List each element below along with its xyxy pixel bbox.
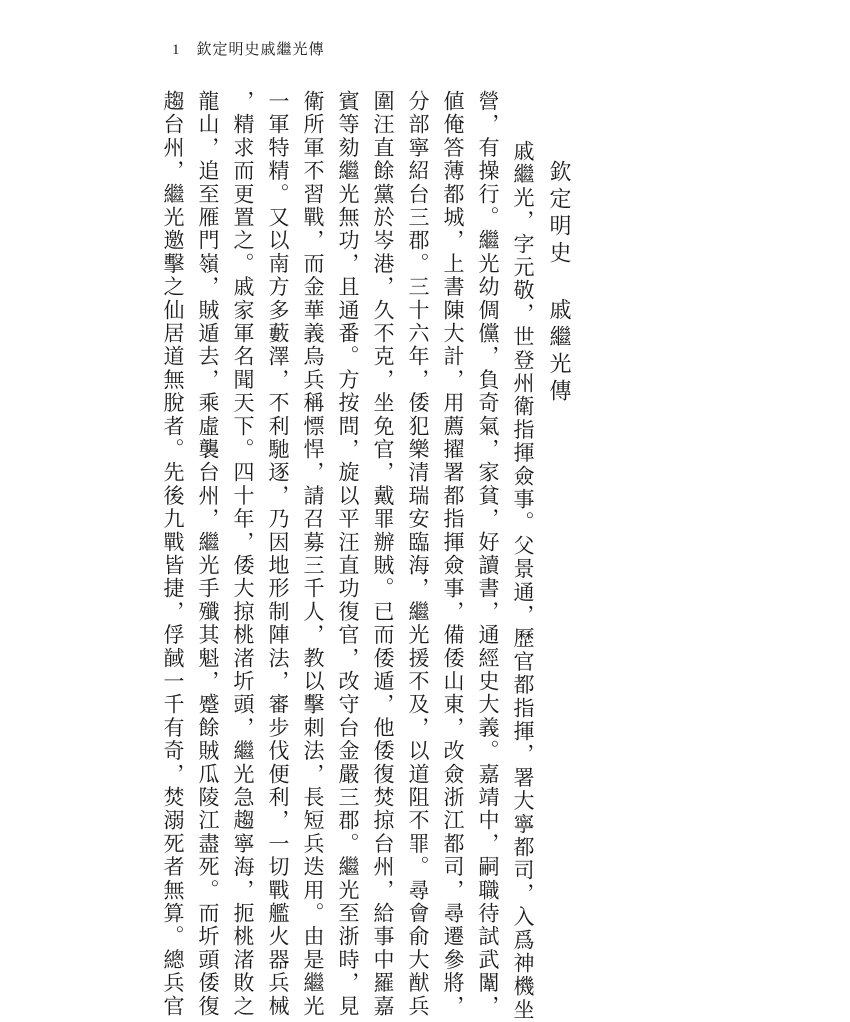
text-column: 値俺答薄都城，上書陳大計，用薦擢署都指揮僉事，備倭山東，改僉浙江都司，尋遷參將， (441, 90, 465, 1018)
text-column: 戚繼光，字元敬，世登州衛指揮僉事。父景通，歷官都指揮，署大寧都司，入爲神機坐 (511, 140, 535, 1022)
text-column: 龍山，追至雁門嶺，賊遁去，乘虛襲台州，繼光手殲其魁，蹙餘賊瓜陵江盡死。而圻頭倭復 (196, 90, 220, 1018)
running-head-title: 欽定明史戚繼光傳 (196, 40, 325, 58)
text-column: 衛所軍不習戰，而金華義烏兵稱慓悍，請召募三千人，教以擊刺法，長短兵迭用。由是繼光 (301, 90, 325, 1018)
text-column: 賓等劾繼光無功，且通番。方按問，旋以平汪直功復官，改守台金嚴三郡。繼光至浙時，見 (336, 90, 360, 1018)
text-column: 分部寧紹台三郡。三十六年，倭犯樂清瑞安臨海，繼光援不及，以道阻不罪。尋會俞大猷兵 (406, 90, 430, 1018)
chapter-title (545, 160, 571, 406)
biography-title: 戚繼光傳 (546, 298, 571, 406)
text-column: 一軍特精。又以南方多藪澤，不利馳逐，乃因地形制陣法，審步伐便利，一切戰艦火器兵械 (266, 90, 290, 1018)
text-column: ，精求而更置之。戚家軍名聞天下。四十年，倭大掠桃渚圻頭，繼光急趨寧海，扼桃渚敗之 (231, 90, 255, 1018)
book-title: 欽定明史 (546, 160, 571, 268)
text-column: 圍汪直餘黨於岑港，久不克，坐免官，戴罪辦賊。已而倭遁，他倭復焚掠台州，給事中羅嘉 (371, 90, 395, 1018)
running-head (172, 38, 325, 59)
page-number: 1 (172, 42, 181, 58)
text-column: 營，有操行。繼光幼倜儻，負奇氣，家貧，好讀書，通經史大義。嘉靖中，嗣職待試武闈， (476, 90, 500, 1018)
text-column: 趨台州，繼光邀擊之仙居道無脫者。先後九戰皆捷，俘馘一千有奇，焚溺死者無算。總兵官 (161, 90, 185, 1018)
